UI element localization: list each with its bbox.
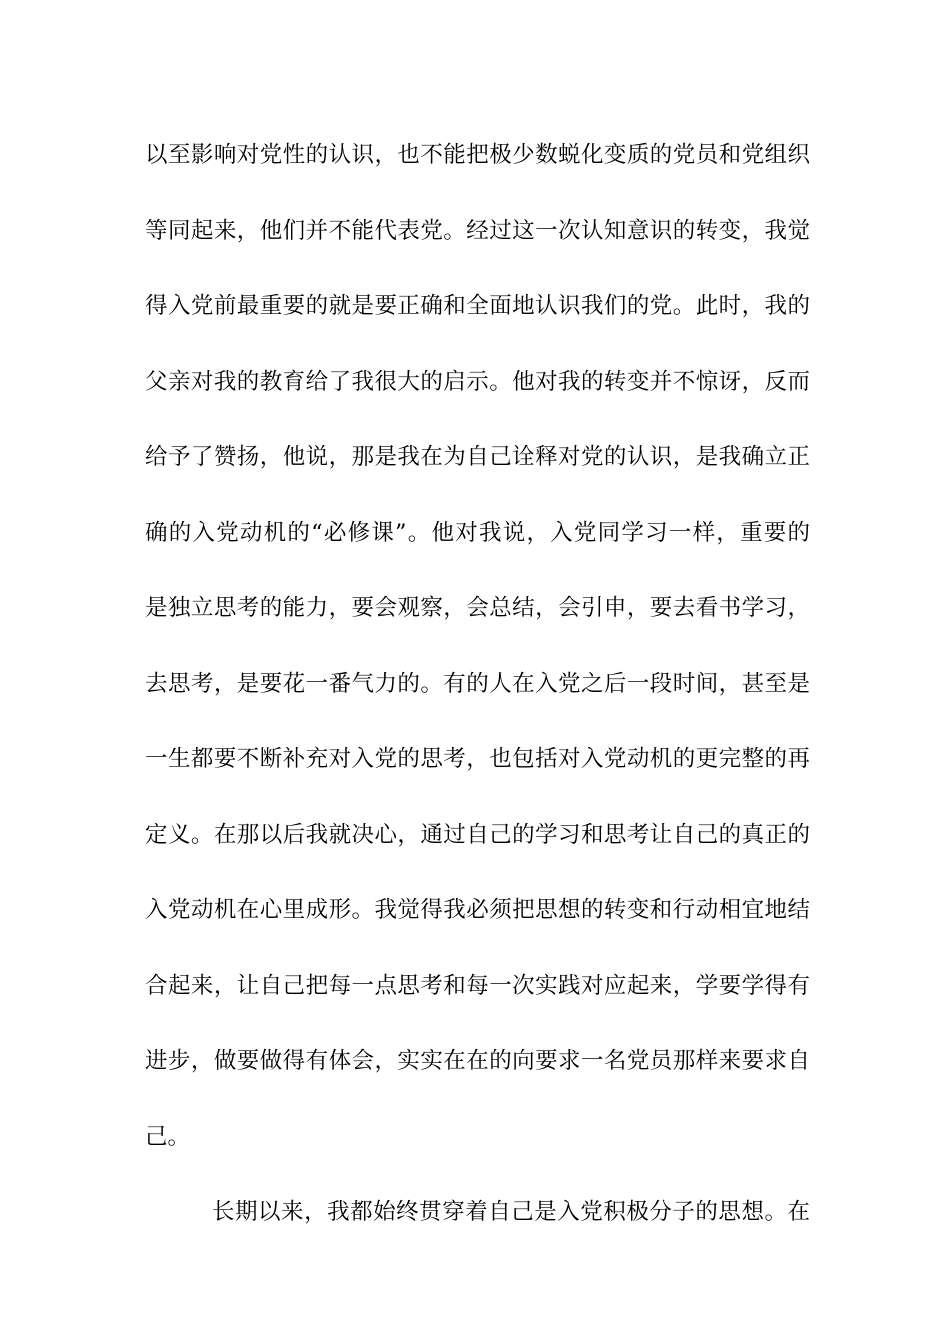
text-line: 长期以来，我都始终贯穿着自己是入党积极分子的思想。在 <box>212 1199 810 1225</box>
text-line: 确的入党动机的“必修课”。他对我说，入党同学习一样，重要的 <box>145 519 810 546</box>
text-line: 是独立思考的能力，要会观察，会总结，会引申，要去看书学习， <box>145 595 810 621</box>
text-line: 一生都要不断补充对入党的思考，也包括对入党动机的更完整的再 <box>145 746 810 772</box>
text-line: 给予了赞扬，他说，那是我在为自己诠释对党的认识，是我确立正 <box>145 444 810 470</box>
text-line: 得入党前最重要的就是要正确和全面地认识我们的党。此时，我的 <box>145 293 810 319</box>
text-line: 定义。在那以后我就决心，通过自己的学习和思考让自己的真正的 <box>145 821 810 848</box>
text-line: 以至影响对党性的认识，也不能把极少数蜕化变质的党员和党组织 <box>145 142 810 168</box>
text-line: 合起来，让自己把每一点思考和每一次实践对应起来，学要学得有 <box>145 972 810 999</box>
text-line: 去思考，是要花一番气力的。有的人在入党之后一段时间，甚至是 <box>145 670 810 697</box>
text-line: 进步，做要做得有体会，实实在在的向要求一名党员那样来要求自 <box>145 1048 810 1074</box>
text-line: 等同起来，他们并不能代表党。经过这一次认知意识的转变，我觉 <box>145 217 810 244</box>
text-line: 入党动机在心里成形。我觉得我必须把思想的转变和行动相宜地结 <box>145 897 810 923</box>
body-text <box>145 131 810 1264</box>
text-line: 父亲对我的教育给了我很大的启示。他对我的转变并不惊讶，反而 <box>145 368 810 395</box>
text-line: 己。 <box>145 1123 191 1150</box>
